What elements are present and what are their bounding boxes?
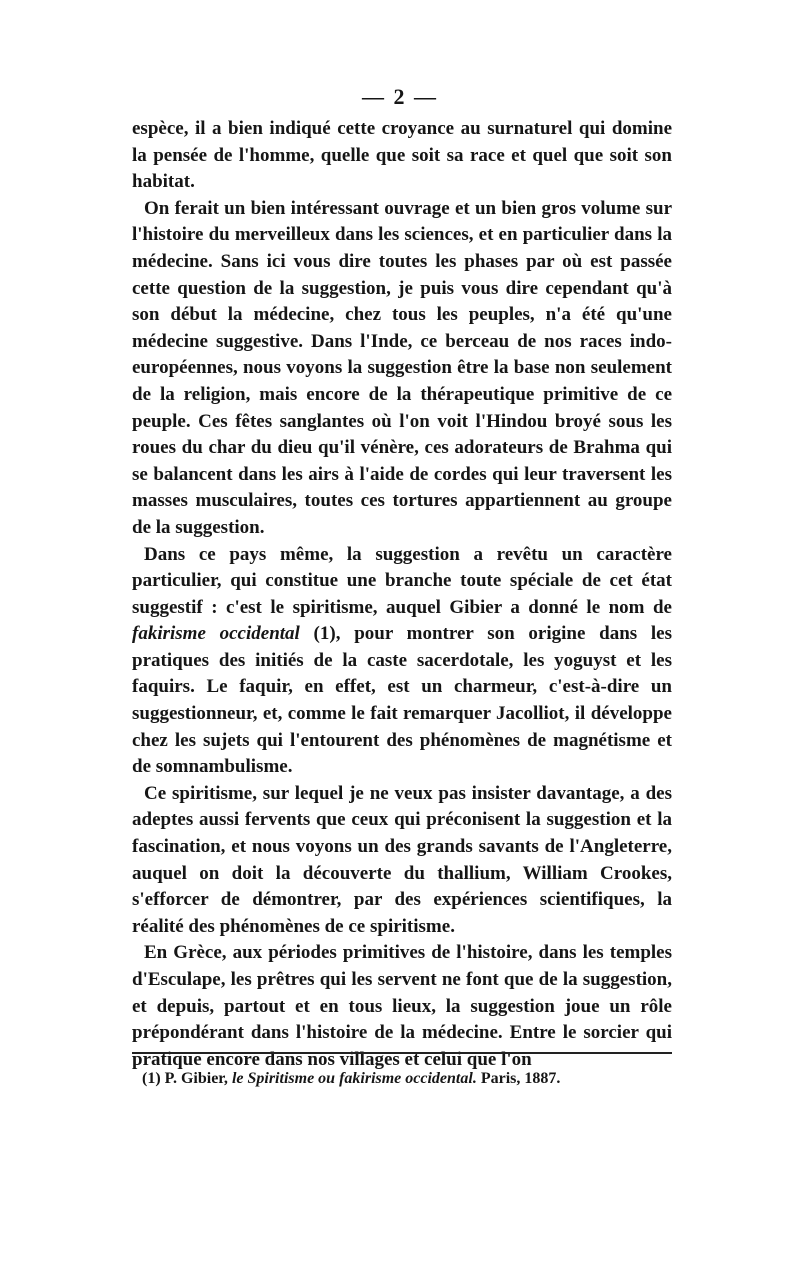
footnote [142,1068,672,1090]
paragraph-3-italic: fakirisme occidental [132,623,300,645]
paragraph-3-text-a: Dans ce pays même, la suggestion a revêtu un caractère particulier, qui constitue une branche toute spéciale de cet état suggestif : c'est le spiritisme, auquel Gibier a donné le nom de [132,543,672,618]
footnote-tail: Paris, 1887. [476,1070,561,1087]
paragraph-5: En Grèce, aux périodes primitives de l'histoire, dans les temples d'Esculape, les prêtres qui les servent ne font que de la suggestion, et depuis, partout et en tous lieux, la suggestion joue un rôle prépondérant dans l'histoire de la médecine. Entre le sorcier qui pratique encore dans nos villages et celui que l'on [132,942,672,1070]
paragraph-3-text-b: (1), pour montrer son origine dans les pratiques des initiés de la caste sacerdotale, les yoguyst et les faquirs. Le faquir, en effet, est un charmeur, c'est-à-dire un suggestionneur, et, comme le fait remarquer Jacolliot, il développe chez les sujets qui l'entourent des phénomènes de magnétisme et de somnambulisme. [132,623,672,778]
body-text [132,116,672,1073]
footnote-marker: (1) P. Gibier, [142,1070,232,1087]
paragraph-1: espèce, il a bien indiqué cette croyance au surnaturel qui domine la pensée de l'homme, quelle que soit sa race et quel que soit son habitat. [132,118,672,193]
paragraph-2: On ferait un bien intéressant ouvrage et un bien gros volume sur l'histoire du merveilleux dans les sciences, et en particulier dans la médecine. Sans ici vous dire toutes les phases par où est passée cette question de la suggestion, je puis vous dire cependant qu'à son début la médecine, chez tous les peuples, n'a été qu'une médecine suggestive. Dans l'Inde, ce berceau de nos races indo-européennes, nous voyons la suggestion être la base non seulement de la religion, mais encore de la thérapeutique primitive de ce peuple. Ces fêtes sanglantes où l'on voit l'Hindou broyé sous les roues du char du dieu qu'il vénère, ces adorateurs de Brahma qui se balancent dans les airs à l'aide de cordes qui leur traversent les masses musculaires, toutes ces tortures appartiennent au groupe de la suggestion. [132,197,672,538]
footnote-title: le Spiritisme ou fakirisme occidental. [231,1070,477,1087]
footnote-divider [132,1052,672,1054]
paragraph-3 [132,542,672,781]
paragraph-4: Ce spiritisme, sur lequel je ne veux pas insister davantage, a des adeptes aussi fervents que ceux qui préconisent la suggestion et la fascination, et nous voyons un des grands savants de l'Angleterre, auquel on doit la découverte du thallium, William Crookes, s'efforcer de démontrer, par des expériences scientifiques, la réalité des phénomènes de ce spiritisme. [132,782,672,937]
page-number: — 2 — [362,84,438,109]
